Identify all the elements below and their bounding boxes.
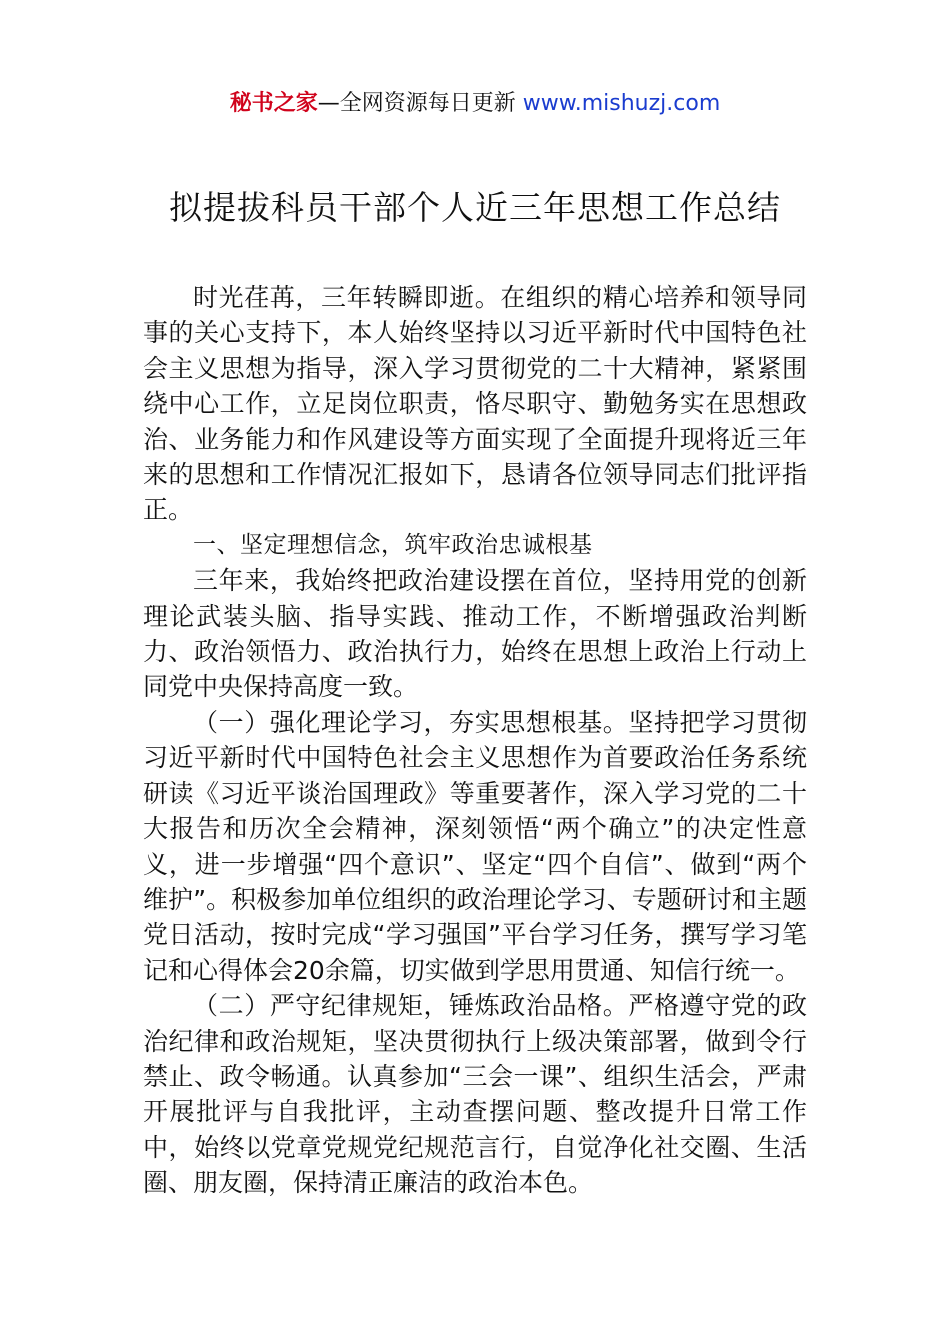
document-body <box>143 280 807 1201</box>
site-tagline: —全网资源每日更新 <box>317 91 523 116</box>
site-url-link[interactable]: www.mishuzj.com <box>522 91 721 116</box>
body-paragraph: （一）强化理论学习，夯实思想根基。坚持把学习贯彻习近平新时代中国特色社会主义思想作为首要政治任务系统研读《习近平谈治国理政》等重要著作，深入学习党的二十大报告和历次全会精神，深刻领悟“两个确立”的决定性意义，进一步增强“四个意识”、坚定“四个自信”、做到“两个维护”。积极参加单位组织的政治理论学习、专题研讨和主题党日活动，按时完成“学习强国”平台学习任务，撰写学习笔记和心得体会20余篇，切实做到学思用贯通、知信行统一。 <box>143 707 807 985</box>
site-header <box>0 86 950 122</box>
body-paragraph: 三年来，我始终把政治建设摆在首位，坚持用党的创新理论武装头脑、指导实践、推动工作，不断增强政治判断力、政治领悟力、政治执行力，始终在思想上政治上行动上同党中央保持高度一致。 <box>143 566 807 702</box>
document-title: 拟提拔科员干部个人近三年思想工作总结 <box>169 188 781 227</box>
body-paragraph: （二）严守纪律规矩，锤炼政治品格。严格遵守党的政治纪律和政治规矩，坚决贯彻执行上级决策部署，做到令行禁止、政令畅通。认真参加“三会一课”、组织生活会，严肃开展批评与自我批评，主动查摆问题、整改提升日常工作中，始终以党章党规党纪规范言行，自觉净化社交圈、生活圈、朋友圈，保持清正廉洁的政治本色。 <box>143 991 807 1198</box>
intro-paragraph: 时光荏苒，三年转瞬即逝。在组织的精心培养和领导同事的关心支持下，本人始终坚持以习近平新时代中国特色社会主义思想为指导，深入学习贯彻党的二十大精神，紧紧围绕中心工作，立足岗位职责，恪尽职守、勤勉务实在思想政治、业务能力和作风建设等方面实现了全面提升现将近三年来的思想和工作情况汇报如下，恳请各位领导同志们批评指正。 <box>143 283 807 525</box>
site-brand: 秘书之家 <box>229 91 318 116</box>
section-heading: 一、坚定理想信念，筑牢政治忠诚根基 <box>193 531 593 558</box>
